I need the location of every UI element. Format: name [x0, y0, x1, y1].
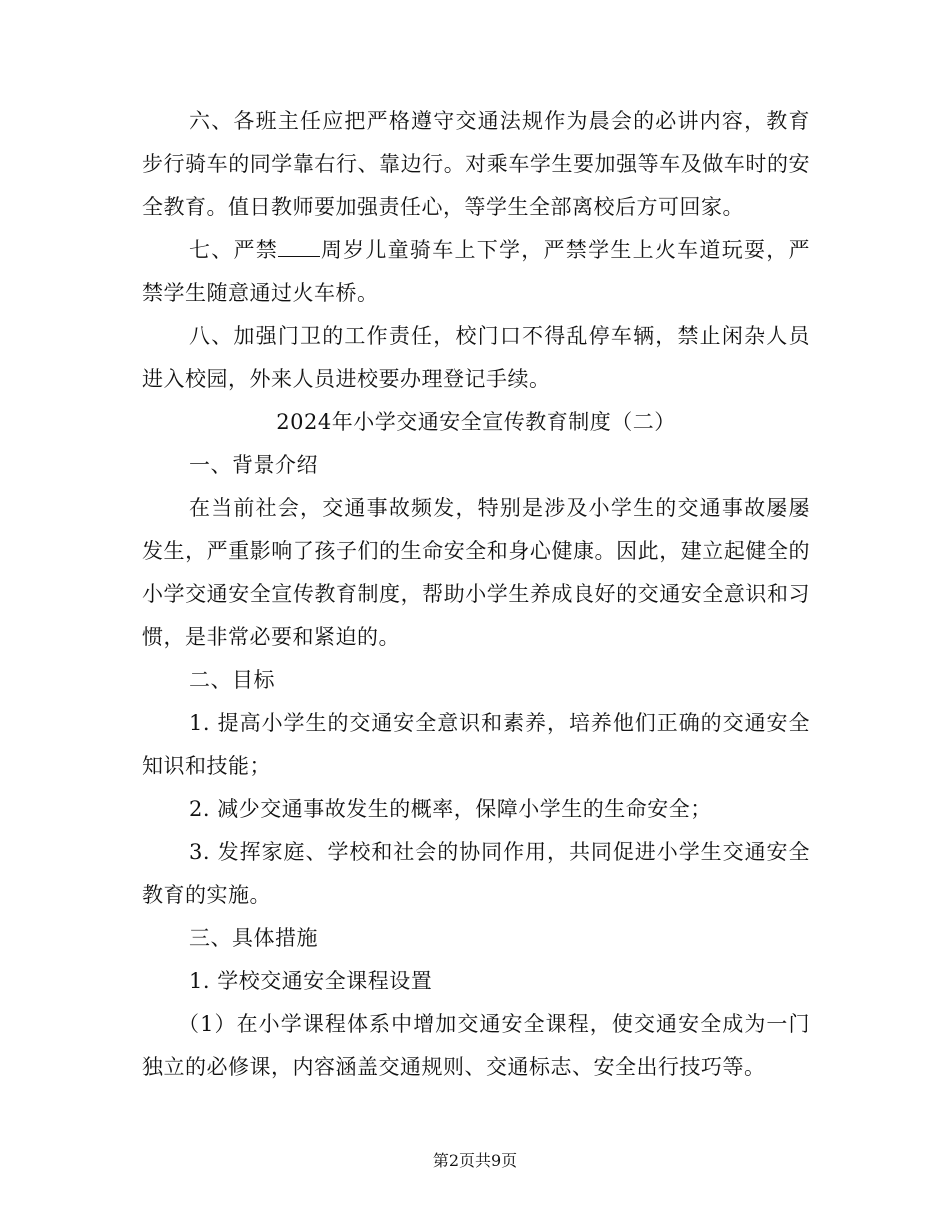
heading-goals: 二、目标 [189, 668, 275, 692]
measure-item-1: 1. 学校交通安全课程设置 [189, 969, 433, 993]
paragraph-item-7-end: 周岁儿童骑车上下学，严禁学生上火车道玩耍，严禁学生随意通过火车桥。 [142, 238, 810, 305]
goal-item-1: 1. 提高小学生的交通安全意识和素养，培养他们正确的交通安全知识和技能； [142, 711, 810, 778]
background-paragraph: 在当前社会，交通事故频发，特别是涉及小学生的交通事故屡屡发生，严重影响了孩子们的生命安全和身心健康。因此，建立起健全的小学交通安全宣传教育制度，帮助小学生养成良好的交通安全意识和习惯，是非常必要和紧迫的。 [142, 496, 810, 649]
goal-item-3: 3. 发挥家庭、学校和社会的协同作用，共同促进小学生交通安全教育的实施。 [142, 840, 810, 907]
section-title: 2024年小学交通安全宣传教育制度（二） [276, 410, 676, 434]
heading-background: 一、背景介绍 [189, 453, 318, 477]
paragraph-item-8: 八、加强门卫的工作责任，校门口不得乱停车辆，禁止闲杂人员进入校园，外来人员进校要办理登记手续。 [142, 324, 810, 391]
measure-subitem-1: （1）在小学课程体系中增加交通安全课程，使交通安全成为一门独立的必修课，内容涵盖交通规则、交通标志、安全出行技巧等。 [142, 1012, 810, 1079]
document-body [142, 100, 810, 1089]
paragraph-item-6: 六、各班主任应把严格遵守交通法规作为晨会的必讲内容，教育步行骑车的同学靠右行、靠边行。对乘车学生要加强等车及做车时的安全教育。值日教师要加强责任心，等学生全部离校后方可回家。 [142, 109, 810, 219]
paragraph-item-7 [142, 229, 810, 315]
goal-item-2: 2. 减少交通事故发生的概率，保障小学生的生命安全； [189, 797, 712, 821]
heading-measures: 三、具体措施 [189, 926, 318, 950]
paragraph-item-7-start: 七、严禁 [189, 238, 279, 262]
fill-in-blank [278, 238, 320, 257]
page-number: 第2页共9页 [432, 1151, 518, 1170]
